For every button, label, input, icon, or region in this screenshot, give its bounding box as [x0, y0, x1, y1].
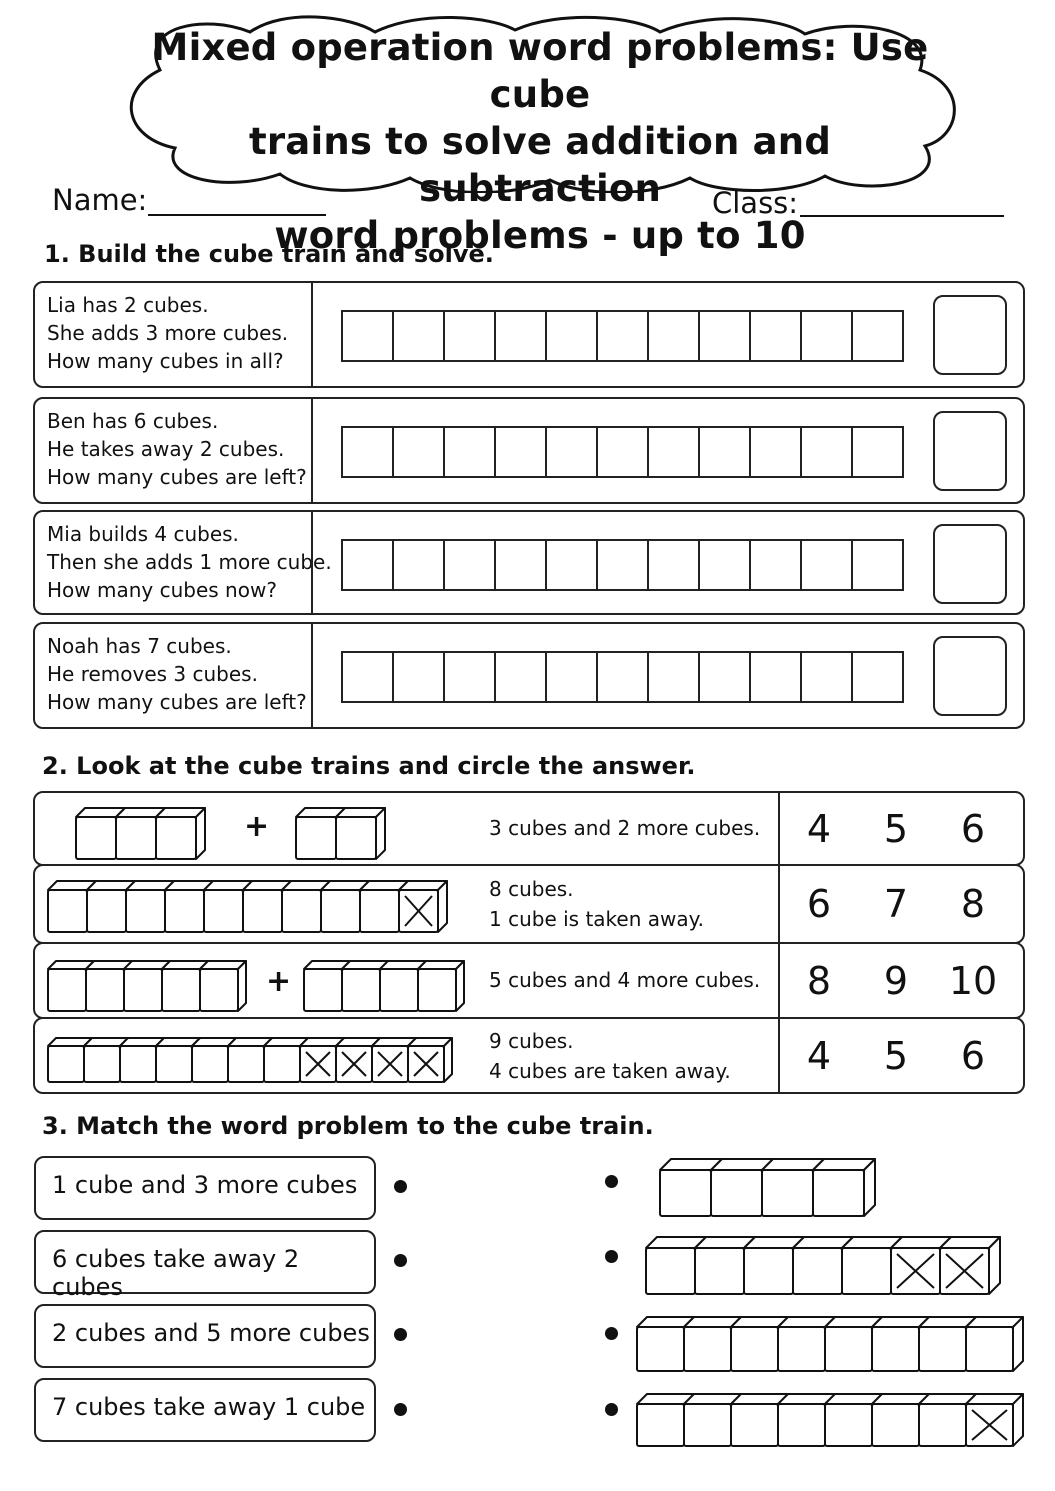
- cube-cell[interactable]: [800, 426, 853, 478]
- cube-train: [659, 1158, 878, 1219]
- title-line-2: trains to solve addition and subtraction: [248, 120, 832, 210]
- answer-option[interactable]: 7: [883, 882, 909, 926]
- match-problem-3[interactable]: [34, 1304, 376, 1368]
- cube-cell[interactable]: [545, 539, 598, 591]
- cube: [87, 890, 126, 932]
- cube-cell[interactable]: [341, 310, 394, 362]
- cube: [120, 1046, 156, 1082]
- problem-row-4: [33, 622, 1025, 729]
- match-problem-label: 1 cube and 3 more cubes: [52, 1171, 358, 1199]
- circle-row-2: [33, 864, 1025, 944]
- cube-train: [645, 1236, 1003, 1297]
- cube: [778, 1404, 825, 1446]
- answer-box[interactable]: [933, 524, 1007, 604]
- cube: [156, 817, 196, 859]
- cube-train: [303, 960, 467, 1014]
- cube-cell[interactable]: [647, 539, 700, 591]
- cube: [872, 1327, 919, 1371]
- cube: [872, 1404, 919, 1446]
- cube: [296, 817, 336, 859]
- match-problem-1[interactable]: [34, 1156, 376, 1220]
- answer-option[interactable]: 10: [948, 958, 998, 1003]
- worksheet-title: [140, 24, 940, 259]
- cube: [646, 1248, 695, 1294]
- divider: [311, 283, 313, 386]
- cube-cell[interactable]: [851, 651, 904, 703]
- cube: [48, 969, 86, 1011]
- cube-cell[interactable]: [851, 426, 904, 478]
- cube-cell[interactable]: [443, 426, 496, 478]
- class-label: Class:: [712, 186, 799, 220]
- cube-cell[interactable]: [443, 310, 496, 362]
- answer-box[interactable]: [933, 636, 1007, 716]
- cube-cell[interactable]: [749, 651, 802, 703]
- cube-cell[interactable]: [545, 426, 598, 478]
- match-dot-right[interactable]: [605, 1175, 618, 1188]
- row-description: [489, 813, 760, 843]
- circle-row-3: [33, 942, 1025, 1019]
- cube-side: [196, 808, 205, 859]
- cube-cell[interactable]: [851, 539, 904, 591]
- cube-cell[interactable]: [749, 539, 802, 591]
- cube-cell[interactable]: [494, 426, 547, 478]
- problem-text: [47, 520, 332, 604]
- row-description: [489, 1026, 731, 1086]
- divider: [778, 866, 780, 942]
- cube-train-grid: [341, 651, 904, 703]
- cube-cell[interactable]: [341, 539, 394, 591]
- cube-cell[interactable]: [443, 539, 496, 591]
- cube-cell[interactable]: [698, 426, 751, 478]
- cube-cell[interactable]: [698, 651, 751, 703]
- cube: [380, 969, 418, 1011]
- cube: [48, 890, 87, 932]
- match-dot-left[interactable]: [394, 1254, 407, 1267]
- cube-cell[interactable]: [647, 310, 700, 362]
- problem-line: Mia builds 4 cubes.: [47, 522, 239, 546]
- title-line-3: word problems - up to 10: [274, 214, 806, 257]
- divider: [778, 1019, 780, 1092]
- circle-row-4: [33, 1017, 1025, 1094]
- cube: [731, 1327, 778, 1371]
- plus-sign: +: [266, 964, 292, 999]
- cube-cell[interactable]: [800, 539, 853, 591]
- cube: [793, 1248, 842, 1294]
- cube-cell[interactable]: [647, 651, 700, 703]
- cube-train: [47, 880, 450, 935]
- cube: [48, 1046, 84, 1082]
- answer-box[interactable]: [933, 295, 1007, 375]
- answer-option[interactable]: 6: [960, 806, 986, 851]
- row-description: [489, 965, 760, 995]
- cube: [825, 1404, 872, 1446]
- cube: [336, 817, 376, 859]
- cube: [126, 890, 165, 932]
- match-dot-left[interactable]: [394, 1328, 407, 1341]
- cube-cell[interactable]: [800, 651, 853, 703]
- cube-train-grid: [341, 426, 904, 478]
- cube-cell[interactable]: [392, 310, 445, 362]
- cube: [76, 817, 116, 859]
- class-line[interactable]: [800, 215, 1004, 217]
- cube-cell[interactable]: [698, 539, 751, 591]
- cube: [204, 890, 243, 932]
- cube-cell[interactable]: [494, 310, 547, 362]
- cube: [813, 1170, 864, 1216]
- cube: [321, 890, 360, 932]
- answer-option[interactable]: 9: [883, 958, 909, 1003]
- match-problem-4[interactable]: [34, 1378, 376, 1442]
- cube: [165, 890, 204, 932]
- match-problem-label: 6 cubes take away 2 cubes: [52, 1245, 300, 1301]
- cube-cell[interactable]: [392, 539, 445, 591]
- cube: [200, 969, 238, 1011]
- cube-side: [1013, 1394, 1023, 1446]
- cube: [695, 1248, 744, 1294]
- problem-row-1: [33, 281, 1025, 388]
- cube: [919, 1327, 966, 1371]
- match-problem-label: 7 cubes take away 1 cube: [52, 1393, 366, 1421]
- problem-line: Ben has 6 cubes.: [47, 409, 219, 433]
- cube-cell[interactable]: [545, 651, 598, 703]
- description-line: 5 cubes and 4 more cubes.: [489, 968, 761, 992]
- match-dot-right[interactable]: [605, 1250, 618, 1263]
- cube-cell[interactable]: [698, 310, 751, 362]
- cube: [418, 969, 456, 1011]
- cube: [637, 1404, 684, 1446]
- answer-option[interactable]: 8: [806, 958, 832, 1003]
- row-description: [489, 874, 704, 934]
- answer-option[interactable]: 5: [883, 1033, 909, 1078]
- cube-cell[interactable]: [596, 426, 649, 478]
- problem-line: How many cubes are left?: [47, 690, 307, 714]
- section3-heading: 3. Match the word problem to the cube train.: [42, 1112, 654, 1140]
- cube: [731, 1404, 778, 1446]
- cube: [684, 1327, 731, 1371]
- problem-line: Lia has 2 cubes.: [47, 293, 209, 317]
- cube-cell[interactable]: [392, 426, 445, 478]
- answer-option[interactable]: 4: [806, 806, 832, 851]
- answer-option[interactable]: 6: [806, 882, 832, 926]
- cube: [660, 1170, 711, 1216]
- cube-cell[interactable]: [800, 310, 853, 362]
- cube-side: [1013, 1317, 1023, 1371]
- cube: [243, 890, 282, 932]
- description-line: 1 cube is taken away.: [489, 907, 704, 931]
- cube-cell[interactable]: [596, 310, 649, 362]
- answer-box[interactable]: [933, 411, 1007, 491]
- title-line-1: Mixed operation word problems: Use cube: [151, 26, 929, 116]
- cube-train-grid: [341, 539, 904, 591]
- answer-option[interactable]: 6: [960, 1033, 986, 1078]
- cube: [360, 890, 399, 932]
- problem-line: How many cubes in all?: [47, 349, 284, 373]
- problem-text: [47, 407, 307, 491]
- problem-row-3: [33, 510, 1025, 615]
- cube: [116, 817, 156, 859]
- problem-line: She adds 3 more cubes.: [47, 321, 289, 345]
- cube: [228, 1046, 264, 1082]
- problem-line: Noah has 7 cubes.: [47, 634, 232, 658]
- match-problem-label: 2 cubes and 5 more cubes: [52, 1319, 370, 1347]
- cube-train: [636, 1393, 1026, 1449]
- match-dot-right[interactable]: [605, 1403, 618, 1416]
- plus-sign: +: [244, 809, 270, 844]
- cube-train: [47, 1037, 455, 1085]
- cube: [919, 1404, 966, 1446]
- cube-train: [295, 807, 388, 862]
- divider: [311, 512, 313, 613]
- cube: [304, 969, 342, 1011]
- divider: [778, 944, 780, 1017]
- cube-cell[interactable]: [494, 651, 547, 703]
- description-line: 3 cubes and 2 more cubes.: [489, 816, 761, 840]
- cube: [86, 969, 124, 1011]
- match-dot-left[interactable]: [394, 1180, 407, 1193]
- cube-cell[interactable]: [545, 310, 598, 362]
- answer-option[interactable]: 4: [806, 1033, 832, 1078]
- divider: [311, 399, 313, 502]
- cube: [637, 1327, 684, 1371]
- cube: [192, 1046, 228, 1082]
- cube: [84, 1046, 120, 1082]
- cube-side: [238, 961, 246, 1011]
- cube: [282, 890, 321, 932]
- problem-text: [47, 632, 307, 716]
- problem-line: He takes away 2 cubes.: [47, 437, 285, 461]
- cube: [744, 1248, 793, 1294]
- problem-line: Then she adds 1 more cube.: [47, 550, 332, 574]
- cube-cell[interactable]: [749, 426, 802, 478]
- description-line: 9 cubes.: [489, 1029, 574, 1053]
- cube: [162, 969, 200, 1011]
- cube-side: [376, 808, 385, 859]
- problem-row-2: [33, 397, 1025, 504]
- cube-cell[interactable]: [341, 426, 394, 478]
- section1-heading: 1. Build the cube train and solve.: [44, 240, 494, 268]
- cube-train: [75, 807, 208, 862]
- cube-side: [989, 1237, 1000, 1294]
- divider: [311, 624, 313, 727]
- description-line: 8 cubes.: [489, 877, 574, 901]
- section2-heading: 2. Look at the cube trains and circle the answer.: [42, 752, 696, 780]
- cube-side: [456, 961, 464, 1011]
- cube: [966, 1327, 1013, 1371]
- cube: [762, 1170, 813, 1216]
- problem-line: He removes 3 cubes.: [47, 662, 258, 686]
- cube-cell[interactable]: [443, 651, 496, 703]
- cube-side: [438, 881, 447, 932]
- problem-line: How many cubes now?: [47, 578, 277, 602]
- divider: [778, 793, 780, 864]
- problem-text: [47, 291, 288, 375]
- cube: [342, 969, 380, 1011]
- answer-option[interactable]: 5: [883, 806, 909, 851]
- cube-side: [864, 1159, 875, 1216]
- name-label: Name:: [52, 183, 148, 217]
- cube-train-grid: [341, 310, 904, 362]
- match-problem-2[interactable]: [34, 1230, 376, 1301]
- cube-cell[interactable]: [596, 651, 649, 703]
- match-dot-left[interactable]: [394, 1403, 407, 1416]
- description-line: 4 cubes are taken away.: [489, 1059, 731, 1083]
- cube-cell[interactable]: [392, 651, 445, 703]
- cube-train: [636, 1316, 1026, 1374]
- cube-cell[interactable]: [341, 651, 394, 703]
- cube-cell[interactable]: [494, 539, 547, 591]
- cube-cell[interactable]: [749, 310, 802, 362]
- cube-cell[interactable]: [647, 426, 700, 478]
- answer-option[interactable]: 8: [960, 882, 986, 926]
- cube: [156, 1046, 192, 1082]
- cube: [778, 1327, 825, 1371]
- cube-train: [47, 960, 249, 1014]
- cube: [842, 1248, 891, 1294]
- cube-side: [444, 1038, 452, 1082]
- cube: [711, 1170, 762, 1216]
- cube: [684, 1404, 731, 1446]
- circle-row-1: [33, 791, 1025, 866]
- cube: [124, 969, 162, 1011]
- cube-cell[interactable]: [851, 310, 904, 362]
- cube: [264, 1046, 300, 1082]
- cube: [825, 1327, 872, 1371]
- problem-line: How many cubes are left?: [47, 465, 307, 489]
- cube-cell[interactable]: [596, 539, 649, 591]
- match-dot-right[interactable]: [605, 1327, 618, 1340]
- name-line[interactable]: [148, 214, 326, 216]
